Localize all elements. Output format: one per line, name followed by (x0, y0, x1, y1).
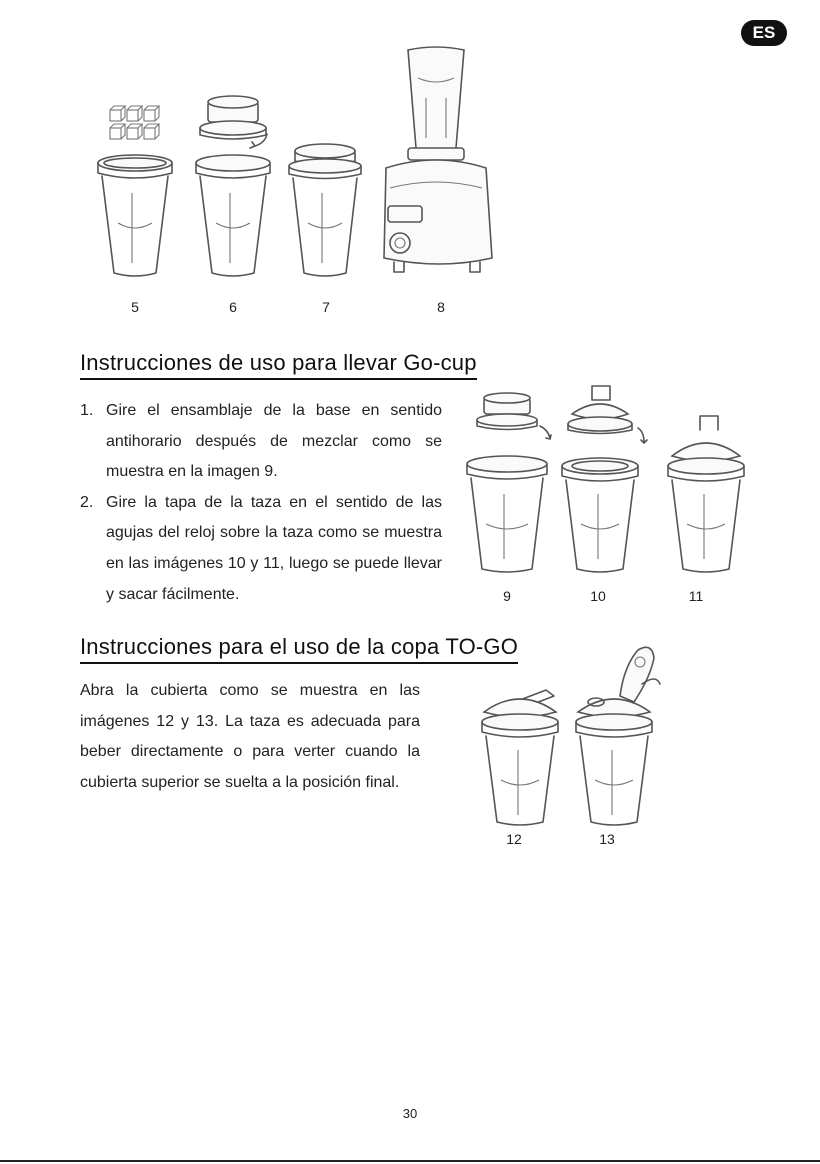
cup-figure-12 (482, 690, 558, 825)
figure-label-13: 13 (599, 831, 615, 847)
cup-figure-10 (562, 386, 647, 572)
figure-label-10: 10 (590, 588, 606, 604)
go-cup-steps-list (80, 396, 442, 610)
figure-label-6: 6 (229, 299, 237, 315)
figures-9-11-illustration (450, 384, 750, 584)
cup-figure-6 (196, 96, 270, 276)
section-title-to-go: Instrucciones para el uso de la copa TO-GO (80, 634, 518, 664)
cup-figure-13 (576, 647, 660, 825)
step-item-1 (80, 396, 442, 488)
to-go-instructions-paragraph: Abra la cubierta como se muestra en las imágenes 12 y 13. La taza es adecuada para beber directamente o para verter cuando la cubierta superior se suelta a la posición final. (80, 682, 420, 791)
step-item-2 (80, 488, 442, 610)
bottom-rule (0, 1160, 820, 1162)
figure-label-7: 7 (322, 299, 330, 315)
cup-figure-9 (467, 393, 551, 572)
figure-label-11: 11 (688, 588, 704, 604)
cup-figure-11 (668, 416, 744, 572)
figures-5-8-illustration (90, 38, 510, 288)
step-text: Gire el ensamblaje de la base en sentido antihorario después de mezclar como se muestra en la imagen 9. (106, 402, 442, 481)
cup-figure-5 (98, 155, 172, 276)
figure-label-9: 9 (503, 588, 511, 604)
figure-label-8: 8 (437, 299, 445, 315)
figure-label-5: 5 (131, 299, 139, 315)
language-badge: ES (741, 20, 787, 46)
step-text: Gire la tapa de la taza en el sentido de las agujas del reloj sobre la taza como se muestra en las imágenes 10 y 11, luego se puede llevar y sacar fácilmente. (106, 493, 442, 603)
figure-label-12: 12 (506, 831, 522, 847)
figures-12-13-illustration (470, 640, 690, 830)
ice-cubes-icon (110, 106, 159, 139)
step-number: 2. (80, 493, 94, 511)
section-title-go-cup: Instrucciones de uso para llevar Go-cup (80, 350, 477, 380)
blender-figure-8 (384, 47, 492, 272)
cup-figure-7 (289, 144, 361, 276)
page-number: 30 (402, 1106, 418, 1121)
step-number: 1. (80, 402, 94, 419)
